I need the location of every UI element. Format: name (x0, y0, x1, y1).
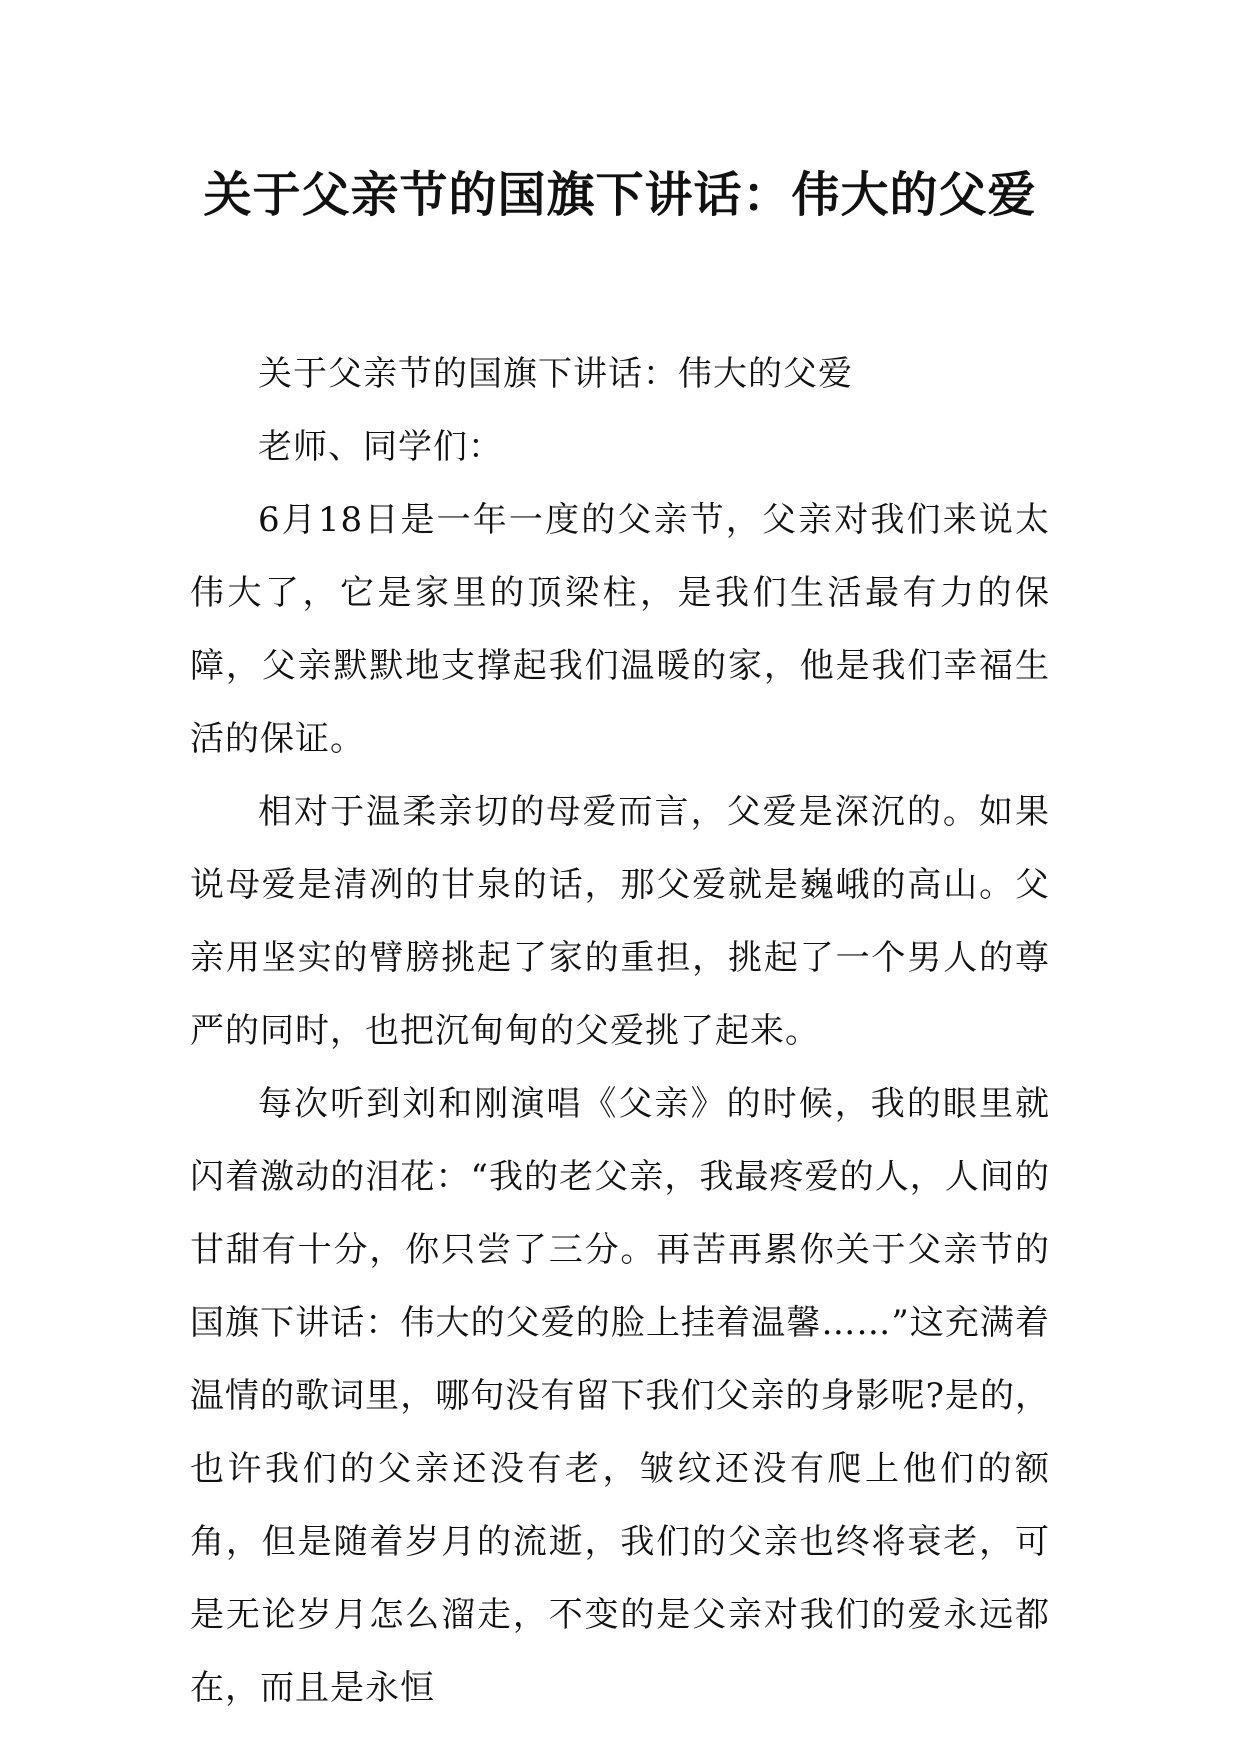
paragraph-1: 6月18日是一年一度的父亲节，父亲对我们来说太伟大了，它是家里的顶梁柱，是我们生活最有力的保障，父亲默默地支撑起我们温暖的家，他是我们幸福生活的保证。 (190, 500, 1050, 759)
paragraph-salutation: 老师、同学们： (258, 427, 503, 467)
document-title: 关于父亲节的国旗下讲话：伟大的父爱 (203, 167, 1037, 223)
document-body (190, 338, 1050, 1725)
paragraph-3: 每次听到刘和刚演唱《父亲》的时候，我的眼里就闪着激动的泪花：“我的老父亲，我最疼爱的人，人间的甘甜有十分，你只尝了三分。再苦再累你关于父亲节的国旗下讲话：伟大的父爱的脸上挂着温馨……”这充满着温情的歌词里，哪句没有留下我们父亲的身影呢?是的，也许我们的父亲还没有老，皱纹还没有爬上他们的额角，但是随着岁月的流逝，我们的父亲也终将衰老，可是无论岁月怎么溜走，不变的是父亲对我们的爱永远都在，而且是永恒 (190, 1084, 1050, 1708)
paragraph-subtitle: 关于父亲节的国旗下讲话：伟大的父爱 (258, 354, 853, 394)
paragraph-2: 相对于温柔亲切的母爱而言，父爱是深沉的。如果说母爱是清冽的甘泉的话，那父爱就是巍峨的高山。父亲用坚实的臂膀挑起了家的重担，挑起了一个男人的尊严的同时，也把沉甸甸的父爱挑了起来。 (190, 792, 1050, 1051)
